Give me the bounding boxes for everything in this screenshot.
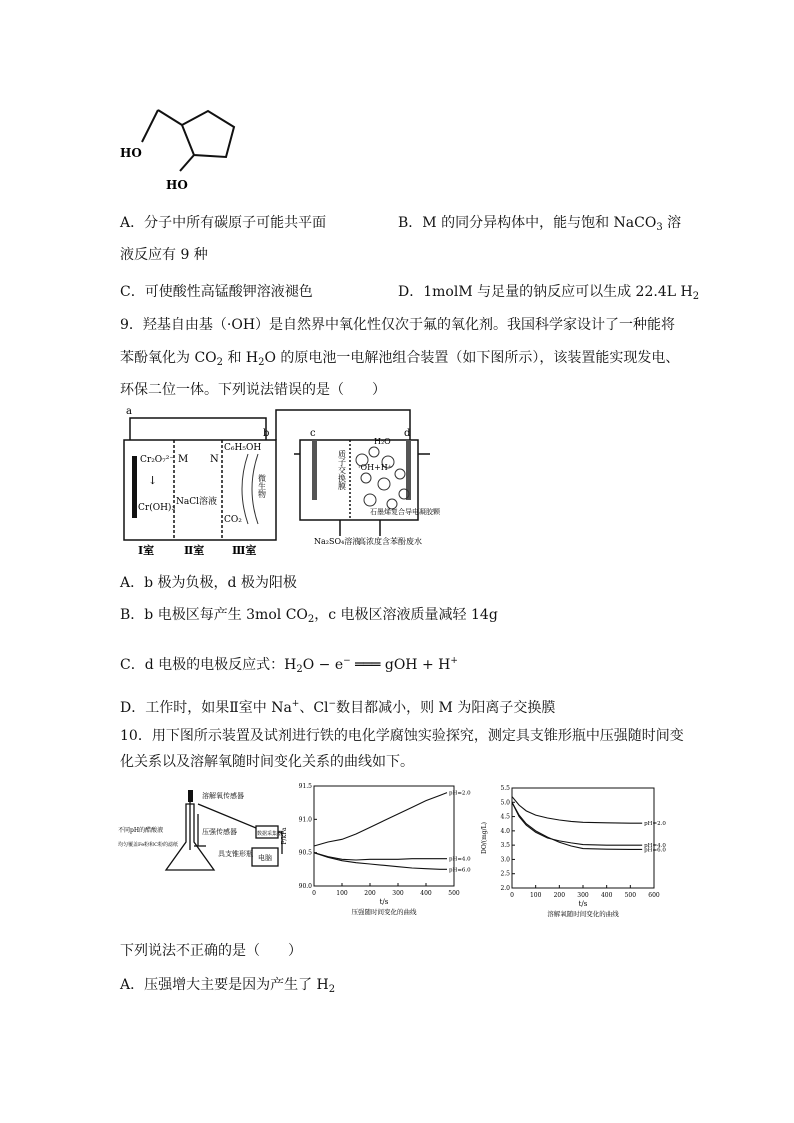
x-tick-label: 0: [510, 892, 514, 899]
series-label: pH=6.0: [449, 867, 471, 874]
pressure-chart: [280, 780, 476, 920]
y-tick-label: 3.5: [500, 842, 510, 850]
x-tick-label: 200: [364, 890, 376, 897]
q8-option-b: B．M 的同分异构体中，能与饱和 NaCO$_3$ 溶: [398, 215, 682, 233]
acetic-acid-label: 不同pH的醋酸液: [118, 827, 164, 834]
chart-title: 压强随时间变化的曲线: [351, 908, 417, 916]
x-tick-label: 300: [577, 892, 589, 899]
y-axis-label: P/kPa: [281, 827, 288, 845]
y-tick-label: 90.0: [298, 883, 312, 890]
q8-option-b-continued: 液反应有 9 种: [120, 247, 208, 263]
q10-stem-line1: 10．用下图所示装置及试剂进行铁的电化学腐蚀实验探究，测定具支锥形瓶中压强随时间变: [120, 728, 684, 744]
series-label: pH=4.0: [449, 856, 471, 863]
room-1-label: Ⅰ室: [138, 544, 155, 557]
fe-c-paper-label: 均匀覆盖Fe粉和C粉的滤纸: [118, 842, 178, 848]
x-tick-label: 500: [624, 892, 637, 899]
electrode-label-b: b: [263, 428, 270, 439]
sodium-sulfate-label: Na₂SO₄溶液: [314, 537, 361, 546]
x-tick-label: 500: [448, 890, 460, 897]
electrode-label-d: d: [404, 428, 411, 439]
q10-stem-line2: 化关系以及溶解氧随时间变化关系的曲线如下。: [120, 754, 414, 770]
room-3-label: Ⅲ室: [232, 544, 257, 557]
oxygen-sensor-label: 溶解氧传感器: [202, 792, 244, 800]
series-label: pH=2.0: [449, 790, 471, 797]
microbe-label: 微生物: [257, 474, 267, 498]
y-tick-label: 2.5: [500, 870, 510, 878]
q8-option-d: D．1molM 与足量的钠反应可以生成 22.4L $H_2$: [398, 284, 700, 302]
plot-frame: [512, 788, 654, 888]
x-tick-label: 100: [529, 892, 542, 899]
q9-option-d: D．工作时，如果Ⅱ室中 Na+、Cl−数目都减小，则 M 为阳离子交换膜: [120, 699, 556, 716]
x-tick-label: 300: [392, 890, 404, 897]
electrode-label-a: a: [126, 406, 132, 417]
ho-label-1: HO: [120, 146, 142, 160]
series-line: [314, 793, 447, 846]
q9-stem-line2: 苯酚氧化为 $CO_2$ 和 $H_2O$ 的原电池一电解池组合装置（如下图所示），该装置能实现发电、: [120, 350, 680, 368]
chromium-hydroxide-label: Cr(OH)₃: [138, 503, 176, 513]
y-tick-label: 5.5: [500, 785, 510, 792]
hydroxyl-label: ·OH+H⁺: [358, 463, 392, 472]
computer-label: 电脑: [258, 854, 272, 862]
flask-label: 具支锥形瓶: [218, 850, 253, 858]
q9-stem-line3: 环保二位一体。下列说法错误的是（ ）: [120, 382, 386, 398]
molecule-structure: [110, 85, 260, 195]
phenol-waste-label: 高浓度含苯酚废水: [358, 537, 422, 546]
x-tick-label: 600: [648, 892, 660, 899]
room-2-label: Ⅱ室: [184, 544, 205, 557]
y-tick-label: 4.5: [500, 813, 510, 821]
co2-label: CO₂: [224, 515, 242, 525]
nacl-solution-label: NaCl溶液: [176, 497, 218, 507]
x-axis-label: t/s: [578, 900, 588, 908]
q10-question: 下列说法不正确的是（ ）: [120, 943, 302, 959]
pressure-sensor-label: 压强传感器: [202, 828, 237, 836]
q8-option-c: C．可使酸性高锰酸钾溶液褪色: [120, 284, 313, 300]
q10-option-a: A．压强增大主要是因为产生了 $H_2$: [120, 977, 336, 995]
x-tick-label: 400: [420, 890, 432, 897]
water-label: H₂O: [374, 437, 391, 446]
series-line: [512, 797, 642, 824]
x-tick-label: 400: [600, 892, 613, 899]
series-line: [314, 853, 447, 870]
proton-membrane-label: 质子交换膜: [337, 450, 347, 490]
corrosion-setup: [118, 784, 290, 884]
y-axis-label: DO/(mg/L): [481, 822, 488, 854]
y-tick-label: 90.5: [298, 849, 312, 857]
series-label: pH=4.0: [644, 843, 666, 850]
data-collector-label: 数据采集器: [257, 831, 283, 837]
series-label: pH=2.0: [644, 821, 666, 828]
membrane-n-label: N: [210, 454, 219, 465]
plot-frame: [314, 786, 454, 886]
y-tick-label: 2.0: [500, 885, 510, 892]
q9-option-a: A．b 极为负极，d 极为阳极: [120, 575, 297, 591]
dichromate-label: Cr₂O₇²⁻: [140, 455, 175, 465]
q9-option-b: B．b 电极区每产生 3mol $CO_2$，c 电极区溶液质量减轻 14g: [120, 607, 498, 625]
y-tick-label: 3.0: [500, 856, 510, 864]
x-tick-label: 100: [336, 890, 348, 897]
down-arrow-icon: ↓: [148, 474, 158, 487]
phenol-label: C₆H₅OH: [224, 443, 262, 453]
q9-stem-line1: 9．羟基自由基（·OH）是自然界中氧化性仅次于氟的氧化剂。我国科学家设计了一种能将: [120, 317, 676, 333]
y-tick-label: 4.0: [500, 827, 510, 835]
q9-option-c: C．d 电极的电极反应式：$H_2O - e^-$ ═══ gOH + H+: [120, 656, 458, 675]
membrane-m-label: M: [178, 454, 189, 465]
y-tick-label: 5.0: [500, 799, 510, 807]
oxygen-chart: [480, 782, 676, 920]
q8-option-a: A．分子中所有碳原子可能共平面: [120, 215, 327, 231]
series-line: [512, 802, 642, 849]
series-label: pH=6.0: [644, 847, 666, 854]
y-tick-label: 91.0: [298, 816, 312, 824]
graphene-label: 石墨烯复合导电凝胶颗粒: [370, 508, 440, 516]
x-axis-label: t/s: [379, 898, 389, 906]
y-tick-label: 91.5: [298, 783, 312, 790]
series-line: [512, 802, 642, 845]
ho-label-2: HO: [166, 178, 188, 192]
electrochemical-apparatus: [118, 404, 440, 560]
chart-title: 溶解氧随时间变化的曲线: [547, 910, 619, 918]
electrode-label-c: c: [310, 428, 316, 439]
x-tick-label: 200: [553, 892, 566, 899]
x-tick-label: 0: [312, 890, 316, 897]
